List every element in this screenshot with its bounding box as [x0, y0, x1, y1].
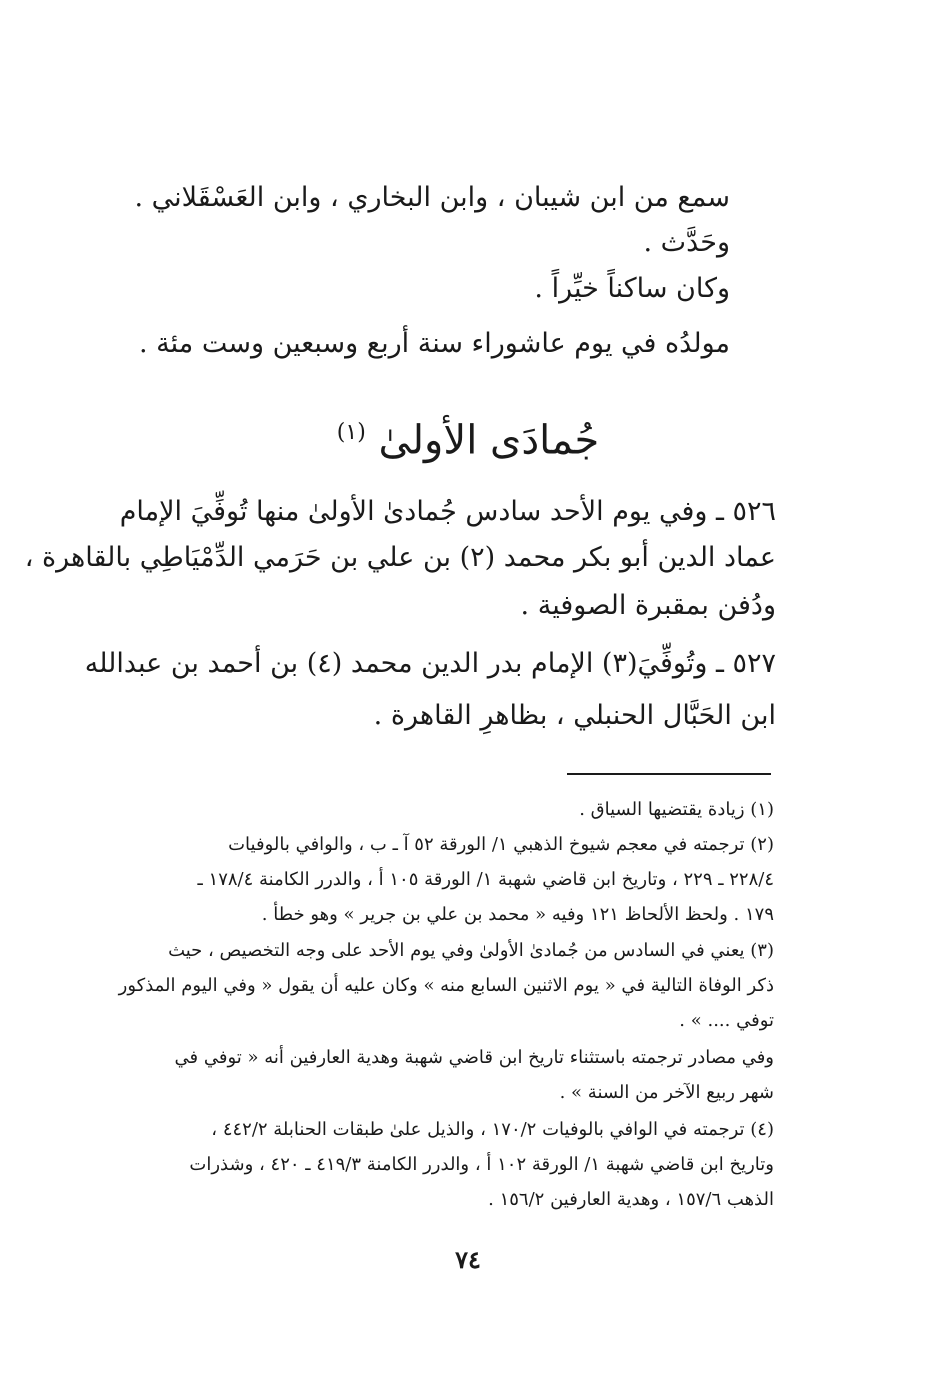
footnote-line-10: (٤) ترجمته في الوافي بالوفيات ١٧٠/٢ ، والذيل علىٰ طبقات الحنابلة ٤٤٢/٢ ،: [211, 1119, 774, 1140]
entry-527-line-2: ابن الحَبَّال الحنبلي ، بظاهرِ القاهرة .: [373, 700, 776, 731]
intro-line-4: مولدُه في يوم عاشوراء سنة أربع وسبعين وست مئة .: [139, 328, 730, 359]
entry-526-line-3: ودُفن بمقبرة الصوفية .: [520, 590, 776, 621]
footnote-line-2: (٢) ترجمته في معجم شيوخ الذهبي ١/ الورقة ٥٢ آ ـ ب ، والوافي بالوفيات: [228, 834, 774, 855]
footnote-line-7: توفي .... » .: [679, 1010, 774, 1031]
section-heading-text: جُمادَى الأولىٰ: [378, 417, 600, 464]
footnote-line-5: (٣) يعني في السادس من جُمادىٰ الأولىٰ وفي يوم الأحد على وجه التخصيص ، حيث: [168, 940, 774, 961]
section-heading: [0, 405, 936, 468]
footnote-line-12: الذهب ١٥٧/٦ ، وهدية العارفين ١٥٦/٢ .: [488, 1189, 774, 1210]
footnote-line-1: (١) زيادة يقتضيها السياق .: [579, 799, 774, 820]
entry-526-line-2: عماد الدين أبو بكر محمد (٢) بن علي بن حَرَمي الدِّمْيَاطِي بالقاهرة ،: [24, 542, 776, 573]
intro-line-2: وحَدَّث .: [643, 227, 730, 258]
footnote-line-3: ٢٢٨/٤ ـ ٢٢٩ ، وتاريخ ابن قاضي شهبة ١/ الورقة ١٠٥ أ ، والدرر الكامنة ١٧٨/٤ ـ: [197, 869, 774, 890]
section-heading-note: (١): [336, 420, 366, 445]
footnote-line-6: ذكر الوفاة التالية في « يوم الاثنين السابع منه » وكان عليه أن يقول « وفي اليوم المذكور: [118, 975, 774, 996]
footnote-line-11: وتاريخ ابن قاضي شهبة ١/ الورقة ١٠٢ أ ، والدرر الكامنة ٤١٩/٣ ـ ٤٢٠ ، وشذرات: [189, 1154, 774, 1175]
footnote-line-8: وفي مصادر ترجمته باستثناء تاريخ ابن قاضي شهبة وهدية العارفين أنه « توفي في: [174, 1047, 774, 1068]
footnote-separator: [567, 773, 771, 775]
intro-line-3: وكان ساكناً خيِّراً .: [534, 273, 730, 304]
footnote-line-9: شهر ربيع الآخر من السنة » .: [559, 1082, 774, 1103]
footnote-line-4: ١٧٩ . ولحظ الألحاظ ١٢١ وفيه « محمد بن علي بن جرير » وهو خطأ .: [261, 904, 774, 925]
entry-526-line-1: ٥٢٦ ـ وفي يوم الأحد سادس جُمادىٰ الأولىٰ منها تُوفِّيَ الإمام: [119, 496, 776, 527]
intro-line-1: سمع من ابن شيبان ، وابن البخاري ، وابن العَسْقَلاني .: [134, 182, 730, 213]
entry-527-line-1: ٥٢٧ ـ وتُوفِّيَ(٣) الإمام بدر الدين محمد (٤) بن أحمد بن عبدالله: [84, 648, 776, 679]
page-number: ٧٤: [455, 1245, 481, 1274]
